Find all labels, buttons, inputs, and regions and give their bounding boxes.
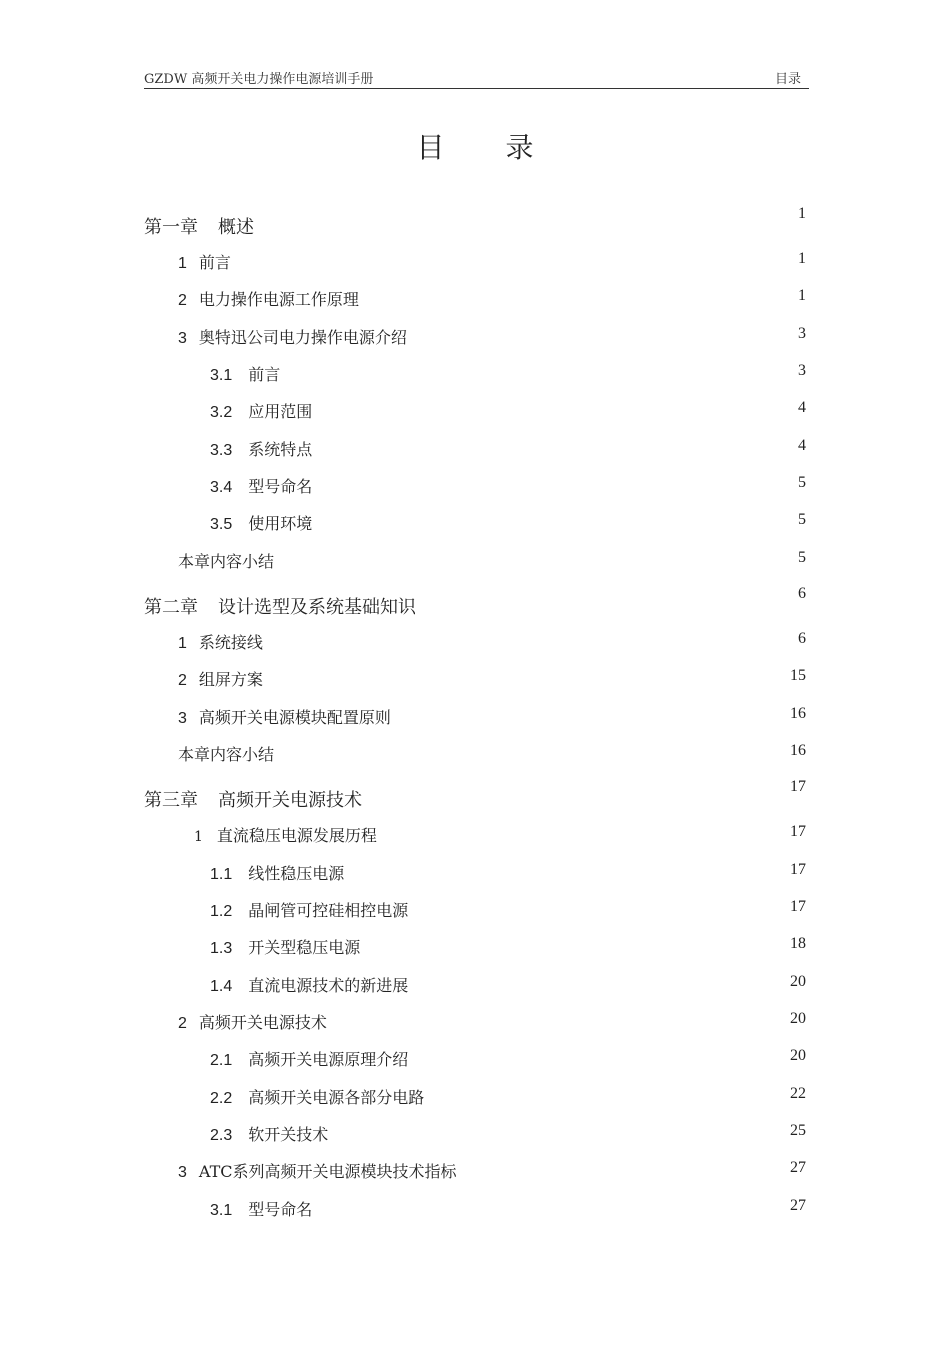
toc-page-number: 15 [790, 667, 806, 684]
toc-entry-text: 组屏方案 [198, 670, 263, 689]
toc-entry-text: 直流电源技术的新进展 [248, 976, 409, 995]
toc-entry[interactable] [144, 742, 806, 766]
toc-entry-number: 1 [178, 635, 187, 652]
toc-entry-label [144, 786, 362, 812]
toc-entry[interactable] [144, 935, 806, 959]
toc-entry-number: 3 [178, 710, 187, 727]
toc-entry[interactable] [144, 1197, 806, 1221]
toc-entry-text: 奥特迅公司电力操作电源介绍 [198, 328, 407, 347]
toc-entry-text: 应用范围 [248, 402, 313, 421]
toc-page-number: 3 [798, 362, 806, 379]
toc-entry-number: 1.1 [210, 866, 233, 883]
toc-page-number: 17 [790, 778, 806, 795]
toc-page-number: 5 [798, 511, 806, 528]
toc-page-number: 5 [798, 549, 806, 566]
toc-entry-number: 3.2 [210, 404, 233, 421]
toc-chapter-entry[interactable] [144, 205, 806, 238]
toc-entry-number: 1 [178, 255, 187, 272]
toc-entry-number: 1.3 [210, 940, 233, 957]
toc-page-number: 4 [798, 437, 806, 454]
toc-entry[interactable] [144, 1047, 806, 1071]
toc-page-number: 27 [790, 1159, 806, 1176]
toc-entry[interactable] [144, 474, 806, 498]
toc-page-number: 1 [798, 250, 806, 267]
toc-entry[interactable] [144, 1010, 806, 1034]
toc-chapter-entry[interactable] [144, 585, 806, 618]
toc-entry-number: 3 [178, 1164, 187, 1181]
toc-entry-number: 2.1 [210, 1052, 233, 1069]
toc-entry-label [178, 667, 263, 690]
toc-entry-number: 1 [194, 829, 203, 845]
toc-entry-label [194, 823, 377, 846]
toc-entry[interactable] [144, 861, 806, 885]
toc-entry[interactable] [144, 287, 806, 311]
toc-entry-label [178, 287, 359, 310]
toc-entry[interactable] [144, 437, 806, 461]
toc-entry-text: 概述 [218, 217, 254, 238]
toc-entry-label [178, 325, 407, 348]
toc-entry-label [210, 973, 408, 996]
toc-entry-text: 高频开关电源各部分电路 [248, 1088, 425, 1107]
toc-entry-text: 系统接线 [198, 633, 263, 652]
toc-entry-label [178, 705, 391, 728]
toc-entry-number: 3.4 [210, 479, 233, 496]
toc-page-number: 22 [790, 1085, 806, 1102]
header-section: 目录 [774, 72, 801, 87]
toc-entry-text: 高频开关电源原理介绍 [248, 1050, 409, 1069]
toc-entry[interactable] [144, 1159, 806, 1183]
toc-entry-text: 系统特点 [248, 440, 313, 459]
toc-entry-label [178, 549, 274, 572]
toc-page-number: 17 [790, 823, 806, 840]
toc-entry-label [144, 593, 416, 619]
toc-entry-text: 高频开关电源技术 [198, 1013, 327, 1032]
toc-entry-text: 线性稳压电源 [248, 864, 345, 883]
toc-entry-number: 3.5 [210, 516, 233, 533]
toc-page-number: 16 [790, 742, 806, 759]
toc-page-number: 1 [798, 205, 806, 222]
page-title: 目 录 [416, 131, 560, 164]
toc-entry-text: 直流稳压电源发展历程 [216, 826, 377, 845]
toc-page-number: 16 [790, 705, 806, 722]
toc-page-number: 1 [798, 287, 806, 304]
toc-page-number: 17 [790, 861, 806, 878]
toc-entry-label [178, 1159, 457, 1182]
toc-entry[interactable] [144, 823, 806, 847]
toc-entry-label [210, 399, 312, 422]
toc-entry[interactable] [144, 1085, 806, 1109]
toc-entry[interactable] [144, 399, 806, 423]
toc-entry-label [144, 213, 254, 239]
toc-entry-text: 电力操作电源工作原理 [198, 290, 359, 309]
toc-entry-label [210, 1047, 408, 1070]
toc-entry-number: 2 [178, 672, 187, 689]
toc-entry-text: 高频开关电源技术 [218, 790, 362, 811]
toc-entry-number: 2.3 [210, 1127, 233, 1144]
toc-entry-number: 2.2 [210, 1090, 233, 1107]
toc-entry-label [178, 630, 263, 653]
toc-page-number: 6 [798, 630, 806, 647]
toc-entry[interactable] [144, 549, 806, 573]
toc-page-number: 20 [790, 1047, 806, 1064]
toc-entry-label [178, 1010, 327, 1033]
header-title: GZDW 高频开关电力操作电源培训手册 [144, 72, 374, 87]
toc-entry-number: 第二章 [144, 597, 198, 618]
toc-entry[interactable] [144, 705, 806, 729]
toc-entry-number: 2 [178, 1015, 187, 1032]
toc-entry-label [210, 474, 312, 497]
toc-entry-text: 型号命名 [248, 477, 313, 496]
toc-entry-label [210, 935, 360, 958]
toc-entry[interactable] [144, 325, 806, 349]
toc-entry[interactable] [144, 630, 806, 654]
toc-entry[interactable] [144, 362, 806, 386]
toc-entry-text: 本章内容小结 [178, 745, 275, 764]
toc-page-number: 20 [790, 973, 806, 990]
toc-entry-label [210, 1197, 312, 1220]
toc-entry-number: 3.1 [210, 1202, 233, 1219]
toc-entry-number: 3.1 [210, 367, 233, 384]
toc-page-number: 6 [798, 585, 806, 602]
toc-entry-label [178, 250, 231, 273]
toc-entry-label [210, 861, 344, 884]
toc-entry[interactable] [144, 250, 806, 274]
toc-entry[interactable] [144, 667, 806, 691]
toc-entry-text: ATC系列高频开关电源模块技术指标 [198, 1162, 457, 1181]
toc-entry-label [210, 898, 408, 921]
toc-chapter-entry[interactable] [144, 778, 806, 811]
toc-entry-text: 型号命名 [248, 1200, 313, 1219]
toc-entry[interactable] [144, 973, 806, 997]
toc-page-number: 18 [790, 935, 806, 952]
toc-entry-label [210, 1085, 424, 1108]
toc-entry-text: 开关型稳压电源 [248, 938, 361, 957]
toc-entry-number: 2 [178, 292, 187, 309]
toc-entry-text: 前言 [248, 365, 281, 384]
toc-entry-text: 晶闸管可控硅相控电源 [248, 901, 409, 920]
toc-entry-number: 1.2 [210, 903, 233, 920]
toc-entry-number: 3.3 [210, 442, 233, 459]
toc-entry-text: 本章内容小结 [178, 552, 275, 571]
toc-page-number: 20 [790, 1010, 806, 1027]
toc-entry-label [210, 362, 280, 385]
toc-entry[interactable] [144, 511, 806, 535]
toc-entry-text: 前言 [198, 253, 231, 272]
toc-entry-label [210, 1122, 328, 1145]
toc-entry-number: 第三章 [144, 790, 198, 811]
toc-page-number: 3 [798, 325, 806, 342]
toc-entry-text: 使用环境 [248, 514, 313, 533]
toc-page-number: 5 [798, 474, 806, 491]
toc-page-number: 25 [790, 1122, 806, 1139]
toc-entry-text: 设计选型及系统基础知识 [218, 597, 416, 618]
toc-page-number: 27 [790, 1197, 806, 1214]
toc-page-number: 17 [790, 898, 806, 915]
toc-entry-number: 1.4 [210, 978, 233, 995]
toc-entry-text: 高频开关电源模块配置原则 [198, 708, 391, 727]
toc-entry[interactable] [144, 1122, 806, 1146]
toc-page-number: 4 [798, 399, 806, 416]
toc-entry-label [178, 742, 274, 765]
toc-entry-number: 3 [178, 330, 187, 347]
toc-entry-label [210, 511, 312, 534]
toc-entry[interactable] [144, 898, 806, 922]
running-header [144, 66, 809, 89]
toc-entry-label [210, 437, 312, 460]
toc-entry-text: 软开关技术 [248, 1125, 329, 1144]
toc-entry-number: 第一章 [144, 217, 198, 238]
